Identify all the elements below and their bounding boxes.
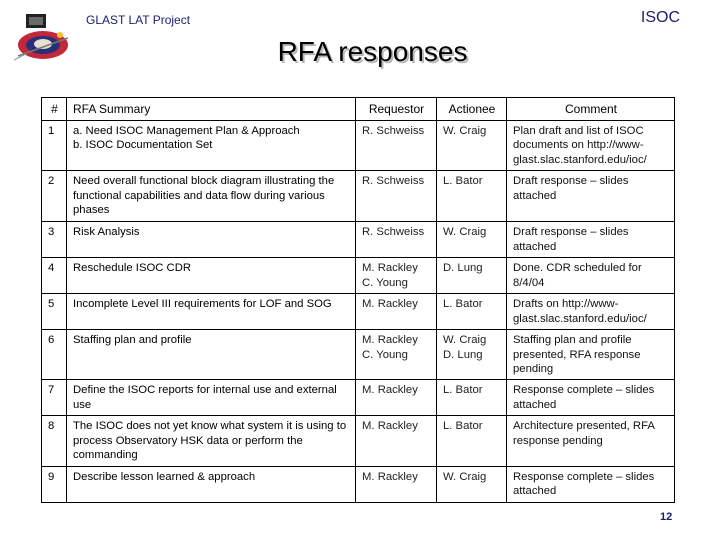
table-row bbox=[42, 380, 675, 416]
comment: Draft response – slides attached bbox=[507, 171, 675, 222]
rfa-summary: Reschedule ISOC CDR bbox=[67, 258, 356, 294]
actionee: L. Bator bbox=[437, 171, 507, 222]
actionee: L. Bator bbox=[437, 380, 507, 416]
col-header-number: # bbox=[42, 98, 67, 121]
requestor: M. Rackley bbox=[356, 294, 437, 330]
actionee: L. Bator bbox=[437, 416, 507, 466]
comment: Staffing plan and profile presented, RFA response pending bbox=[507, 330, 675, 380]
table-row bbox=[42, 330, 675, 380]
row-number: 3 bbox=[42, 222, 67, 258]
rfa-summary: Incomplete Level III requirements for LOF and SOG bbox=[67, 294, 356, 330]
comment: Draft response – slides attached bbox=[507, 222, 675, 258]
page-title: RFA responses bbox=[277, 36, 468, 67]
project-name: GLAST LAT Project bbox=[86, 13, 191, 27]
comment: Architecture presented, RFA response pending bbox=[507, 416, 675, 466]
col-header-actionee: Actionee bbox=[437, 98, 507, 121]
rfa-summary: Need overall functional block diagram illustrating the functional capabilities and data flow during various phases bbox=[67, 171, 356, 222]
table-row bbox=[42, 121, 675, 171]
requestor: M. Rackley bbox=[356, 466, 437, 502]
col-header-summary: RFA Summary bbox=[67, 98, 356, 121]
requestor: M. Rackley C. Young bbox=[356, 258, 437, 294]
actionee: L. Bator bbox=[437, 294, 507, 330]
actionee: W. Craig bbox=[437, 466, 507, 502]
table-header-row bbox=[42, 98, 675, 121]
row-number: 6 bbox=[42, 330, 67, 380]
rfa-summary: Staffing plan and profile bbox=[67, 330, 356, 380]
table-row bbox=[42, 222, 675, 258]
comment: Drafts on http://www-glast.slac.stanford.edu/ioc/ bbox=[507, 294, 675, 330]
row-number: 9 bbox=[42, 466, 67, 502]
rfa-summary: Define the ISOC reports for internal use and external use bbox=[67, 380, 356, 416]
requestor: R. Schweiss bbox=[356, 121, 437, 171]
row-number: 8 bbox=[42, 416, 67, 466]
row-number: 5 bbox=[42, 294, 67, 330]
page-number: 12 bbox=[660, 511, 673, 523]
table-row bbox=[42, 294, 675, 330]
rfa-summary: The ISOC does not yet know what system it is using to process Observatory HSK data or perform the commanding bbox=[67, 416, 356, 466]
rfa-summary: Describe lesson learned & approach bbox=[67, 466, 356, 502]
table-row bbox=[42, 466, 675, 502]
table-row bbox=[42, 258, 675, 294]
row-number: 2 bbox=[42, 171, 67, 222]
requestor: M. Rackley C. Young bbox=[356, 330, 437, 380]
requestor: R. Schweiss bbox=[356, 171, 437, 222]
col-header-requestor: Requestor bbox=[356, 98, 437, 121]
table-row bbox=[42, 171, 675, 222]
comment: Done. CDR scheduled for 8/4/04 bbox=[507, 258, 675, 294]
rfa-summary: Risk Analysis bbox=[67, 222, 356, 258]
table-row bbox=[42, 416, 675, 466]
comment: Response complete – slides attached bbox=[507, 466, 675, 502]
requestor: R. Schweiss bbox=[356, 222, 437, 258]
actionee: D. Lung bbox=[437, 258, 507, 294]
row-number: 1 bbox=[42, 121, 67, 171]
actionee: W. Craig D. Lung bbox=[437, 330, 507, 380]
row-number: 7 bbox=[42, 380, 67, 416]
row-number: 4 bbox=[42, 258, 67, 294]
comment: Response complete – slides attached bbox=[507, 380, 675, 416]
actionee: W. Craig bbox=[437, 222, 507, 258]
comment: Plan draft and list of ISOC documents on http://www-glast.slac.stanford.edu/ioc/ bbox=[507, 121, 675, 171]
requestor: M. Rackley bbox=[356, 380, 437, 416]
rfa-summary: a. Need ISOC Management Plan & Approach b. ISOC Documentation Set bbox=[67, 121, 356, 171]
actionee: W. Craig bbox=[437, 121, 507, 171]
requestor: M. Rackley bbox=[356, 416, 437, 466]
section-label: ISOC bbox=[640, 9, 680, 26]
rfa-table bbox=[41, 97, 675, 503]
col-header-comment: Comment bbox=[507, 98, 675, 121]
